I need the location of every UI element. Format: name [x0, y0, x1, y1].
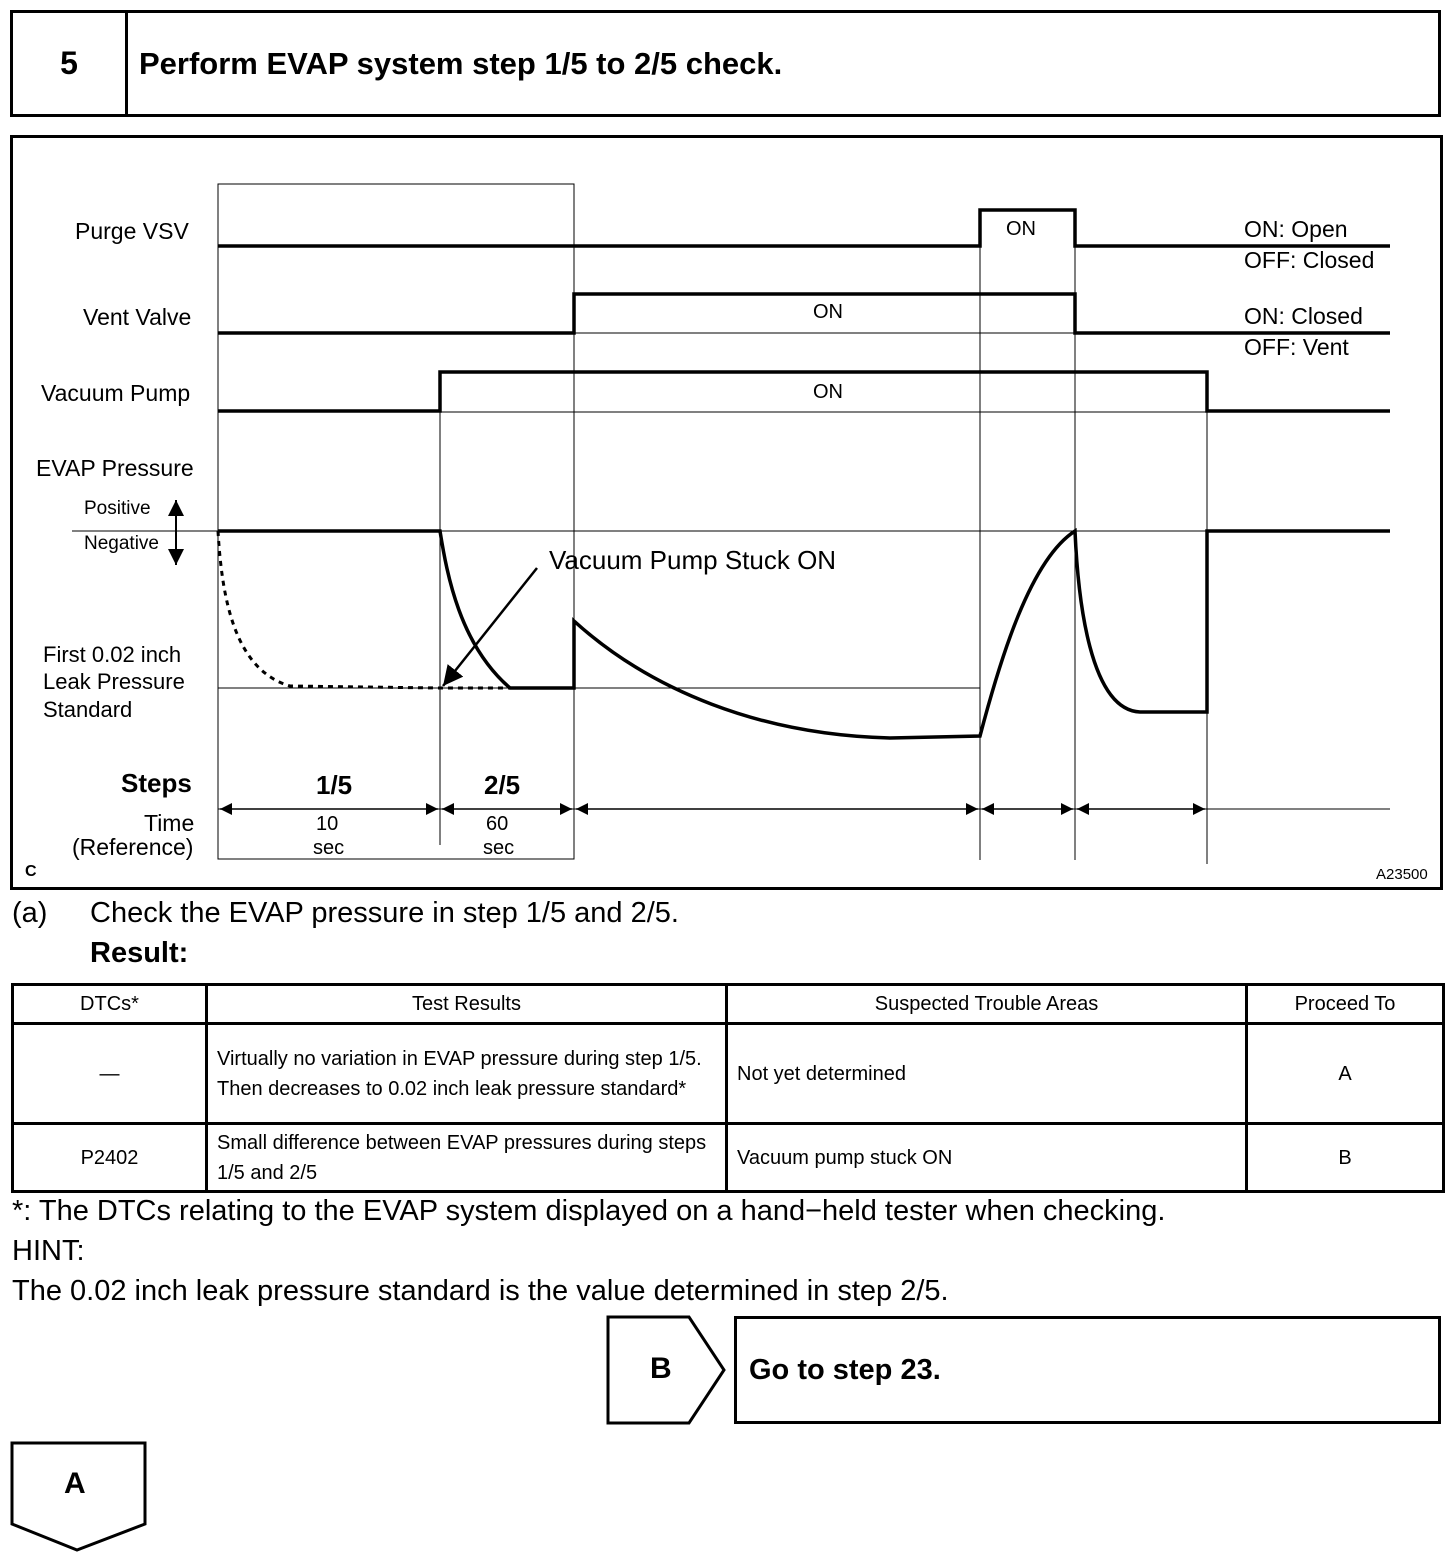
label-positive: Positive	[84, 498, 151, 519]
label-leak-std-3: Standard	[43, 697, 133, 722]
cell-proceed-to: B	[1247, 1124, 1444, 1192]
vent-valve-signal	[218, 294, 1390, 333]
step-label-2: 2/5	[484, 770, 521, 800]
go-to-step-text: Go to step 23.	[749, 1353, 941, 1386]
step-number: 5	[13, 13, 128, 114]
cell-dtc: —	[13, 1024, 207, 1124]
table-row	[13, 1024, 1444, 1124]
header-suspected-areas: Suspected Trouble Areas	[727, 985, 1247, 1024]
legend-vent-off: OFF: Vent	[1244, 334, 1349, 360]
label-vent-valve: Vent Valve	[83, 304, 192, 330]
step-time-2-value: 60	[486, 813, 509, 835]
cell-trouble-area: Not yet determined	[727, 1024, 1247, 1124]
step-time-1-value: 10	[316, 813, 339, 835]
label-evap-pressure: EVAP Pressure	[36, 455, 194, 481]
purge-vsv-signal	[218, 210, 1390, 246]
label-steps: Steps	[121, 768, 192, 798]
cell-dtc: P2402	[13, 1124, 207, 1192]
annotation-stuck-on: Vacuum Pump Stuck ON	[549, 545, 837, 575]
cell-test-result: Small difference between EVAP pressures during steps 1/5 and 2/5	[207, 1124, 727, 1192]
result-table	[11, 983, 1445, 1193]
hint-text: The 0.02 inch leak pressure standard is the value determined in step 2/5.	[12, 1275, 949, 1307]
label-leak-std-1: First 0.02 inch	[43, 642, 182, 667]
steps-frame	[218, 184, 574, 859]
vent-on-label: ON	[813, 301, 843, 323]
check-text: Check the EVAP pressure in step 1/5 and 2/5.	[90, 897, 679, 929]
step-time-2-unit: sec	[483, 837, 515, 859]
go-to-step-box[interactable]	[734, 1316, 1441, 1424]
label-negative: Negative	[84, 533, 159, 554]
cell-proceed-to: A	[1247, 1024, 1444, 1124]
legend-purge-off: OFF: Closed	[1244, 247, 1375, 273]
timing-diagram	[10, 135, 1443, 890]
cell-trouble-area: Vacuum pump stuck ON	[727, 1124, 1247, 1192]
legend-vent-on: ON: Closed	[1244, 303, 1363, 329]
branch-a-label: A	[64, 1467, 86, 1500]
check-marker: (a)	[12, 897, 48, 929]
figure-id: A23500	[1376, 866, 1428, 883]
table-row	[13, 1124, 1444, 1192]
header-test-results: Test Results	[207, 985, 727, 1024]
label-reference: (Reference)	[72, 834, 194, 860]
header-proceed-to: Proceed To	[1247, 985, 1444, 1024]
vacuum-pump-signal	[218, 372, 1390, 411]
label-purge-vsv: Purge VSV	[75, 218, 189, 244]
corner-label: C	[25, 863, 37, 880]
footnote: *: The DTCs relating to the EVAP system displayed on a hand−held tester when checking.	[12, 1195, 1166, 1227]
hint-label: HINT:	[12, 1235, 85, 1267]
label-leak-std-2: Leak Pressure	[43, 669, 185, 694]
table-header-row	[13, 985, 1444, 1024]
grid-lines	[72, 184, 1390, 864]
legend-purge-on: ON: Open	[1244, 216, 1348, 242]
step-time-1-unit: sec	[313, 837, 345, 859]
timing-diagram-svg	[10, 135, 1443, 890]
header-dtcs: DTCs*	[13, 985, 207, 1024]
label-time: Time	[144, 810, 195, 836]
branch-b-label: B	[650, 1352, 672, 1385]
cell-test-result: Virtually no variation in EVAP pressure during step 1/5. Then decreases to 0.02 inch leak pressure standard*	[207, 1024, 727, 1124]
result-label: Result:	[90, 937, 189, 969]
step-label-1: 1/5	[316, 770, 353, 800]
pump-on-label: ON	[813, 381, 843, 403]
step-title: Perform EVAP system step 1/5 to 2/5 check.	[139, 45, 783, 81]
label-vacuum-pump: Vacuum Pump	[41, 380, 191, 406]
step-header	[10, 10, 1441, 117]
stuck-on-curve	[218, 531, 510, 688]
purge-on-label: ON	[1006, 218, 1036, 240]
